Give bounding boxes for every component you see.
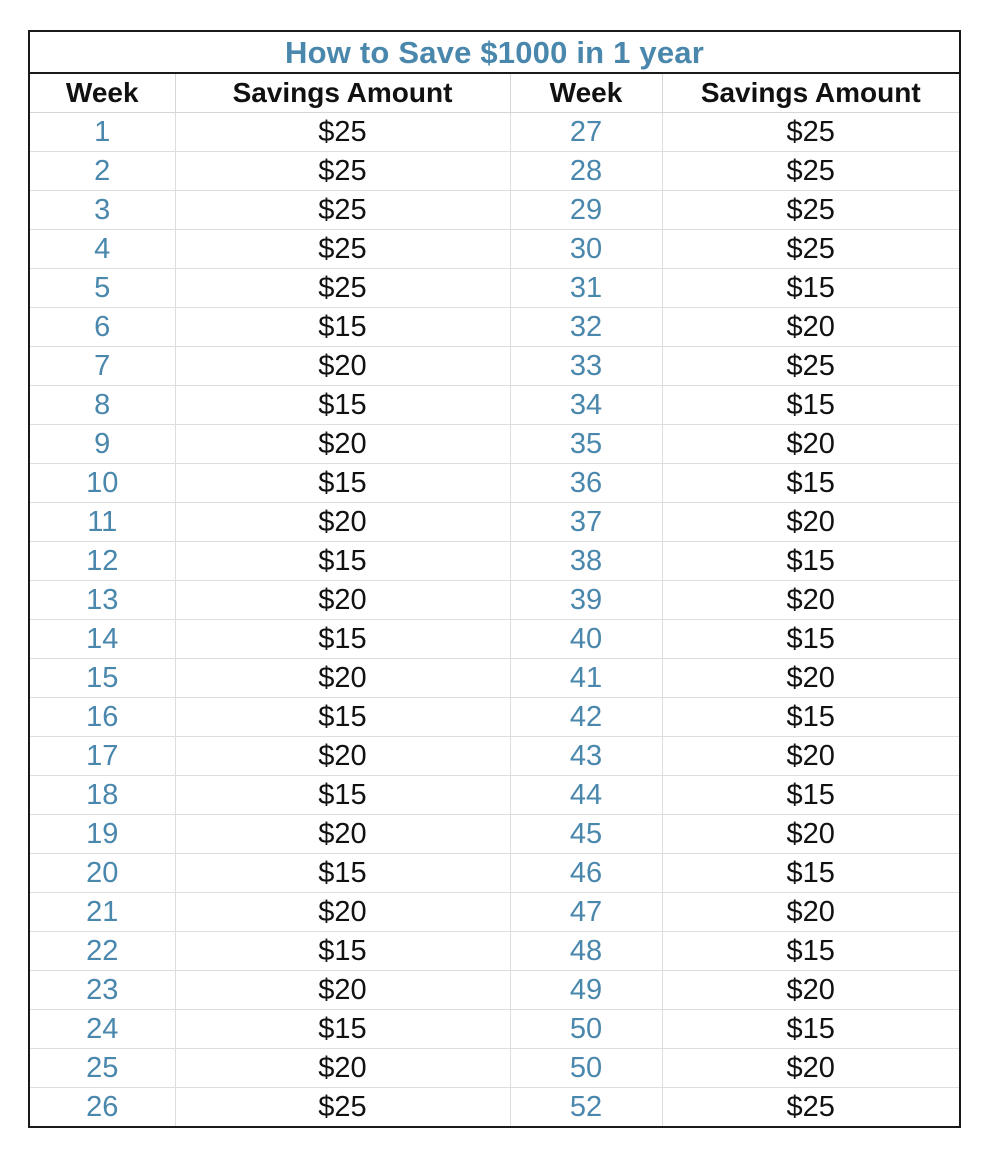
amount-left-cell: $20 (175, 815, 510, 854)
amount-right-cell: $25 (662, 1088, 959, 1127)
week-left-cell: 19 (30, 815, 175, 854)
amount-right-cell: $15 (662, 542, 959, 581)
week-right-cell: 32 (510, 308, 662, 347)
table-row (30, 1010, 959, 1049)
amount-left-cell: $25 (175, 269, 510, 308)
week-left-cell: 3 (30, 191, 175, 230)
week-right-cell: 31 (510, 269, 662, 308)
week-left-cell: 2 (30, 152, 175, 191)
table-row (30, 854, 959, 893)
table-row (30, 230, 959, 269)
week-right-cell: 27 (510, 113, 662, 152)
week-left-cell: 23 (30, 971, 175, 1010)
amount-left-cell: $20 (175, 659, 510, 698)
week-right-cell: 35 (510, 425, 662, 464)
table-row (30, 1088, 959, 1127)
week-left-cell: 7 (30, 347, 175, 386)
week-right-cell: 52 (510, 1088, 662, 1127)
header-week-right: Week (510, 74, 662, 113)
week-left-cell: 22 (30, 932, 175, 971)
table-row (30, 347, 959, 386)
amount-left-cell: $20 (175, 581, 510, 620)
table-row (30, 971, 959, 1010)
week-right-cell: 49 (510, 971, 662, 1010)
amount-left-cell: $25 (175, 1088, 510, 1127)
amount-left-cell: $25 (175, 113, 510, 152)
amount-right-cell: $25 (662, 230, 959, 269)
week-right-cell: 41 (510, 659, 662, 698)
amount-left-cell: $15 (175, 386, 510, 425)
week-right-cell: 46 (510, 854, 662, 893)
week-right-cell: 39 (510, 581, 662, 620)
amount-left-cell: $15 (175, 932, 510, 971)
week-left-cell: 20 (30, 854, 175, 893)
week-right-cell: 28 (510, 152, 662, 191)
table-row (30, 542, 959, 581)
week-right-cell: 33 (510, 347, 662, 386)
header-savings-amount-left: Savings Amount (175, 74, 510, 113)
week-right-cell: 50 (510, 1049, 662, 1088)
amount-right-cell: $25 (662, 191, 959, 230)
amount-right-cell: $20 (662, 308, 959, 347)
table-row (30, 113, 959, 152)
amount-right-cell: $15 (662, 620, 959, 659)
table-title: How to Save $1000 in 1 year (30, 32, 959, 74)
week-left-cell: 10 (30, 464, 175, 503)
table-row (30, 893, 959, 932)
amount-left-cell: $20 (175, 1049, 510, 1088)
week-right-cell: 45 (510, 815, 662, 854)
week-left-cell: 25 (30, 1049, 175, 1088)
savings-grid (30, 74, 959, 1126)
header-savings-amount-right: Savings Amount (662, 74, 959, 113)
amount-left-cell: $20 (175, 425, 510, 464)
amount-right-cell: $15 (662, 932, 959, 971)
table-row (30, 503, 959, 542)
table-row (30, 308, 959, 347)
week-left-cell: 9 (30, 425, 175, 464)
amount-right-cell: $20 (662, 425, 959, 464)
table-row (30, 269, 959, 308)
amount-left-cell: $20 (175, 503, 510, 542)
amount-left-cell: $20 (175, 893, 510, 932)
table-row (30, 152, 959, 191)
table-row (30, 1049, 959, 1088)
week-right-cell: 30 (510, 230, 662, 269)
header-week-left: Week (30, 74, 175, 113)
week-left-cell: 15 (30, 659, 175, 698)
week-right-cell: 36 (510, 464, 662, 503)
week-right-cell: 37 (510, 503, 662, 542)
amount-left-cell: $25 (175, 230, 510, 269)
week-right-cell: 29 (510, 191, 662, 230)
week-right-cell: 48 (510, 932, 662, 971)
amount-right-cell: $25 (662, 152, 959, 191)
amount-right-cell: $20 (662, 1049, 959, 1088)
week-left-cell: 13 (30, 581, 175, 620)
table-row (30, 425, 959, 464)
week-left-cell: 17 (30, 737, 175, 776)
amount-right-cell: $15 (662, 386, 959, 425)
amount-left-cell: $15 (175, 308, 510, 347)
week-left-cell: 24 (30, 1010, 175, 1049)
table-row (30, 386, 959, 425)
week-right-cell: 50 (510, 1010, 662, 1049)
amount-left-cell: $15 (175, 464, 510, 503)
amount-left-cell: $20 (175, 347, 510, 386)
week-left-cell: 12 (30, 542, 175, 581)
week-left-cell: 16 (30, 698, 175, 737)
week-right-cell: 42 (510, 698, 662, 737)
table-row (30, 581, 959, 620)
week-right-cell: 38 (510, 542, 662, 581)
amount-left-cell: $15 (175, 1010, 510, 1049)
amount-left-cell: $15 (175, 620, 510, 659)
table-row (30, 776, 959, 815)
amount-right-cell: $15 (662, 269, 959, 308)
header-row (30, 74, 959, 113)
table-row (30, 464, 959, 503)
amount-right-cell: $20 (662, 971, 959, 1010)
amount-right-cell: $20 (662, 581, 959, 620)
table-row (30, 815, 959, 854)
table-row (30, 620, 959, 659)
amount-right-cell: $20 (662, 737, 959, 776)
amount-right-cell: $15 (662, 1010, 959, 1049)
amount-left-cell: $15 (175, 542, 510, 581)
week-left-cell: 4 (30, 230, 175, 269)
amount-right-cell: $25 (662, 113, 959, 152)
amount-left-cell: $15 (175, 854, 510, 893)
amount-right-cell: $15 (662, 464, 959, 503)
amount-right-cell: $20 (662, 503, 959, 542)
week-left-cell: 26 (86, 1090, 119, 1123)
week-right-cell: 43 (510, 737, 662, 776)
week-left-cell: 5 (30, 269, 175, 308)
amount-left-cell: $20 (175, 971, 510, 1010)
table-row (30, 932, 959, 971)
week-right-cell: 47 (510, 893, 662, 932)
week-left-cell: 11 (30, 503, 175, 542)
week-left-cell: 6 (30, 308, 175, 347)
amount-right-cell: $25 (662, 347, 959, 386)
amount-right-cell: $15 (662, 698, 959, 737)
amount-right-cell: $20 (662, 815, 959, 854)
week-right-cell: 34 (510, 386, 662, 425)
table-row (30, 737, 959, 776)
table-row (30, 698, 959, 737)
amount-left-cell: $20 (175, 737, 510, 776)
amount-left-cell: $25 (175, 191, 510, 230)
amount-left-cell: $15 (175, 776, 510, 815)
amount-right-cell: $20 (662, 659, 959, 698)
amount-right-cell: $15 (662, 776, 959, 815)
amount-right-cell: $20 (662, 893, 959, 932)
week-right-cell: 44 (510, 776, 662, 815)
week-left-cell: 8 (30, 386, 175, 425)
amount-left-cell: $25 (175, 152, 510, 191)
week-left-cell: 1 (30, 113, 175, 152)
week-left-cell: 18 (30, 776, 175, 815)
week-left-cell: 14 (30, 620, 175, 659)
week-right-cell: 40 (510, 620, 662, 659)
table-row (30, 191, 959, 230)
week-left-cell: 21 (30, 893, 175, 932)
amount-right-cell: $15 (662, 854, 959, 893)
amount-left-cell: $15 (175, 698, 510, 737)
table-row (30, 659, 959, 698)
savings-table (28, 30, 961, 1128)
